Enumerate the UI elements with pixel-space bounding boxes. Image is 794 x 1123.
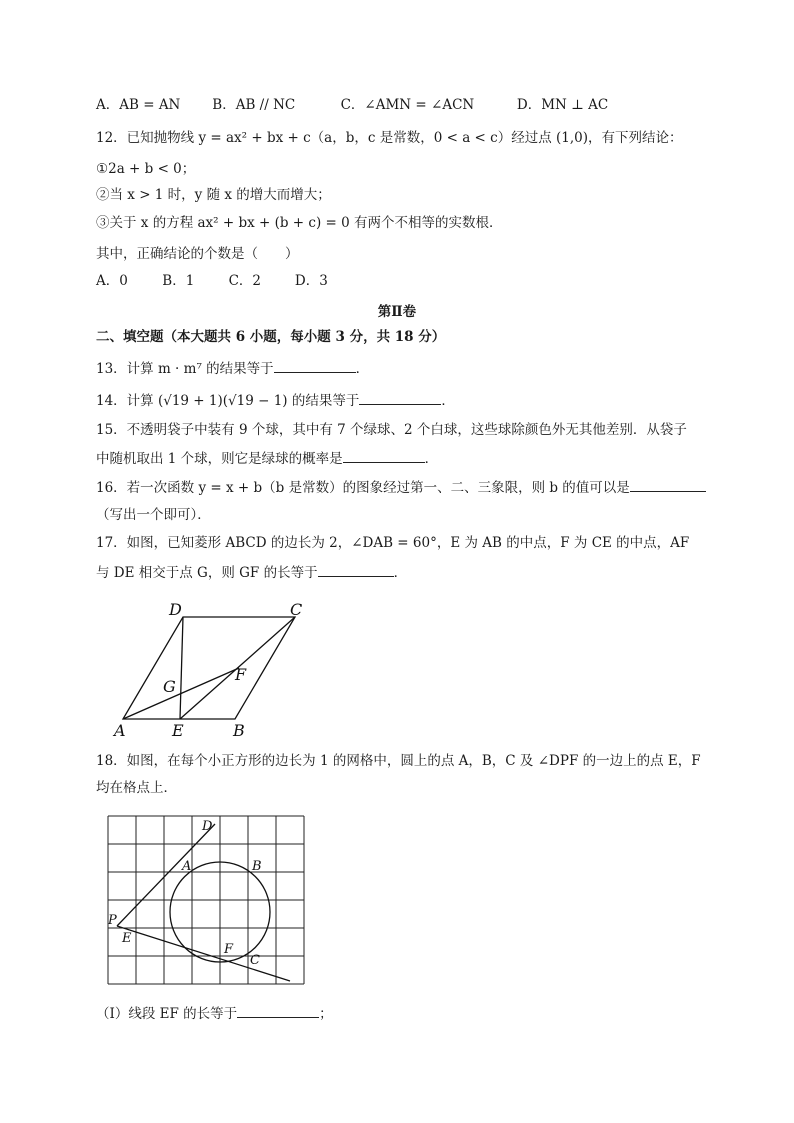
fig17-label-b: B bbox=[233, 721, 245, 740]
q12-stem: 12．已知抛物线 y = ax² + bx + c（a，b，c 是常数，0 < a < c）经过点 (1,0)，有下列结论： bbox=[96, 130, 683, 146]
q18-part1-end: ； bbox=[319, 1006, 333, 1022]
q17-rhombus-figure bbox=[100, 598, 330, 740]
q11-option-a: A．AB = AN bbox=[96, 97, 181, 113]
q15-end: ． bbox=[424, 451, 439, 467]
fig17-label-c: C bbox=[290, 600, 303, 619]
q11-option-b: B．AB // NC bbox=[212, 97, 296, 113]
part2-title: 第Ⅱ卷 bbox=[377, 304, 417, 320]
q12-conclusion-1: ①2a + b < 0； bbox=[96, 161, 196, 177]
q18-part1-answer-blank[interactable] bbox=[237, 1003, 319, 1018]
q14-answer-blank[interactable] bbox=[359, 390, 441, 405]
q18-part1-text: （Ⅰ）线段 EF 的长等于 bbox=[96, 1006, 238, 1022]
section2-heading: 二、填空题（本大题共 6 小题，每小题 3 分，共 18 分） bbox=[96, 329, 446, 345]
q16-answer-blank[interactable] bbox=[630, 477, 706, 492]
q12-ask: 其中，正确结论的个数是（ ） bbox=[96, 246, 299, 262]
q18-line1: 18．如图，在每个小正方形的边长为 1 的网格中，圆上的点 A，B，C 及 ∠DPF 的一边上的点 E，F bbox=[96, 753, 701, 769]
fig17-label-g: G bbox=[163, 677, 176, 696]
q14 bbox=[96, 390, 455, 410]
fig18-label-d: D bbox=[202, 819, 213, 834]
q13-answer-blank[interactable] bbox=[274, 358, 356, 373]
q17-line1: 17．如图，已知菱形 ABCD 的边长为 2，∠DAB = 60°，E 为 AB 的中点，F 为 CE 的中点，AF bbox=[96, 535, 690, 551]
q12-option-a: A．0 bbox=[96, 273, 128, 289]
q11-option-c: C．∠AMN = ∠ACN bbox=[340, 97, 475, 113]
q15-line1: 15．不透明袋子中装有 9 个球，其中有 7 个绿球、2 个白球，这些球除颜色外无其他差别．从袋子 bbox=[96, 422, 687, 438]
q17-answer-blank[interactable] bbox=[318, 562, 394, 577]
q17-line2 bbox=[96, 562, 407, 582]
q15-answer-blank[interactable] bbox=[343, 448, 425, 463]
ray-pd bbox=[117, 824, 215, 926]
q17-end: ． bbox=[393, 565, 408, 581]
q11-option-d: D．MN ⊥ AC bbox=[516, 97, 609, 113]
q12-option-b: B．1 bbox=[162, 273, 195, 289]
q16-line1 bbox=[96, 477, 706, 497]
fig18-label-p: P bbox=[108, 913, 117, 928]
q12-conclusion-2: ②当 x > 1 时，y 随 x 的增大而增大； bbox=[96, 187, 331, 203]
fig17-label-a: A bbox=[114, 721, 126, 740]
segment-de bbox=[180, 617, 183, 719]
fig18-label-b: B bbox=[252, 859, 262, 874]
q12-conclusion-3: ③关于 x 的方程 ax² + bx + (b + c) = 0 有两个不相等的实数根． bbox=[96, 215, 503, 231]
q16-text: 16．若一次函数 y = x + b（b 是常数）的图象经过第一、二、三象限，则 b 的值可以是 bbox=[96, 480, 630, 496]
q13 bbox=[96, 358, 369, 378]
q14-text: 14．计算 (√19 + 1)(√19 − 1) 的结果等于 bbox=[96, 393, 360, 409]
q15-line2 bbox=[96, 448, 438, 468]
q15-text: 中随机取出 1 个球，则它是绿球的概率是 bbox=[96, 451, 343, 467]
fig18-label-a: A bbox=[182, 859, 192, 874]
fig18-label-e: E bbox=[122, 931, 132, 946]
q12-option-c: C．2 bbox=[228, 273, 262, 289]
q18-line2: 均在格点上． bbox=[96, 780, 177, 796]
q12-options bbox=[96, 272, 328, 290]
q12-option-d: D．3 bbox=[294, 273, 328, 289]
fig17-label-d: D bbox=[169, 600, 182, 619]
q13-end: ． bbox=[355, 361, 370, 377]
q11-options bbox=[96, 96, 608, 114]
grid-lines bbox=[108, 816, 304, 984]
fig18-label-c: C bbox=[250, 953, 260, 968]
q14-end: ． bbox=[441, 393, 455, 409]
fig17-label-e: E bbox=[172, 721, 184, 740]
fig17-label-f: F bbox=[235, 665, 247, 684]
q18-part1 bbox=[96, 1003, 333, 1023]
q16-line2: （写出一个即可）． bbox=[96, 507, 211, 523]
q13-text: 13．计算 m · m⁷ 的结果等于 bbox=[96, 361, 274, 377]
rhombus-abcd bbox=[123, 617, 295, 719]
fig18-label-f: F bbox=[224, 942, 234, 957]
q17-text: 与 DE 相交于点 G，则 GF 的长等于 bbox=[96, 565, 318, 581]
q18-grid-figure bbox=[100, 810, 315, 990]
